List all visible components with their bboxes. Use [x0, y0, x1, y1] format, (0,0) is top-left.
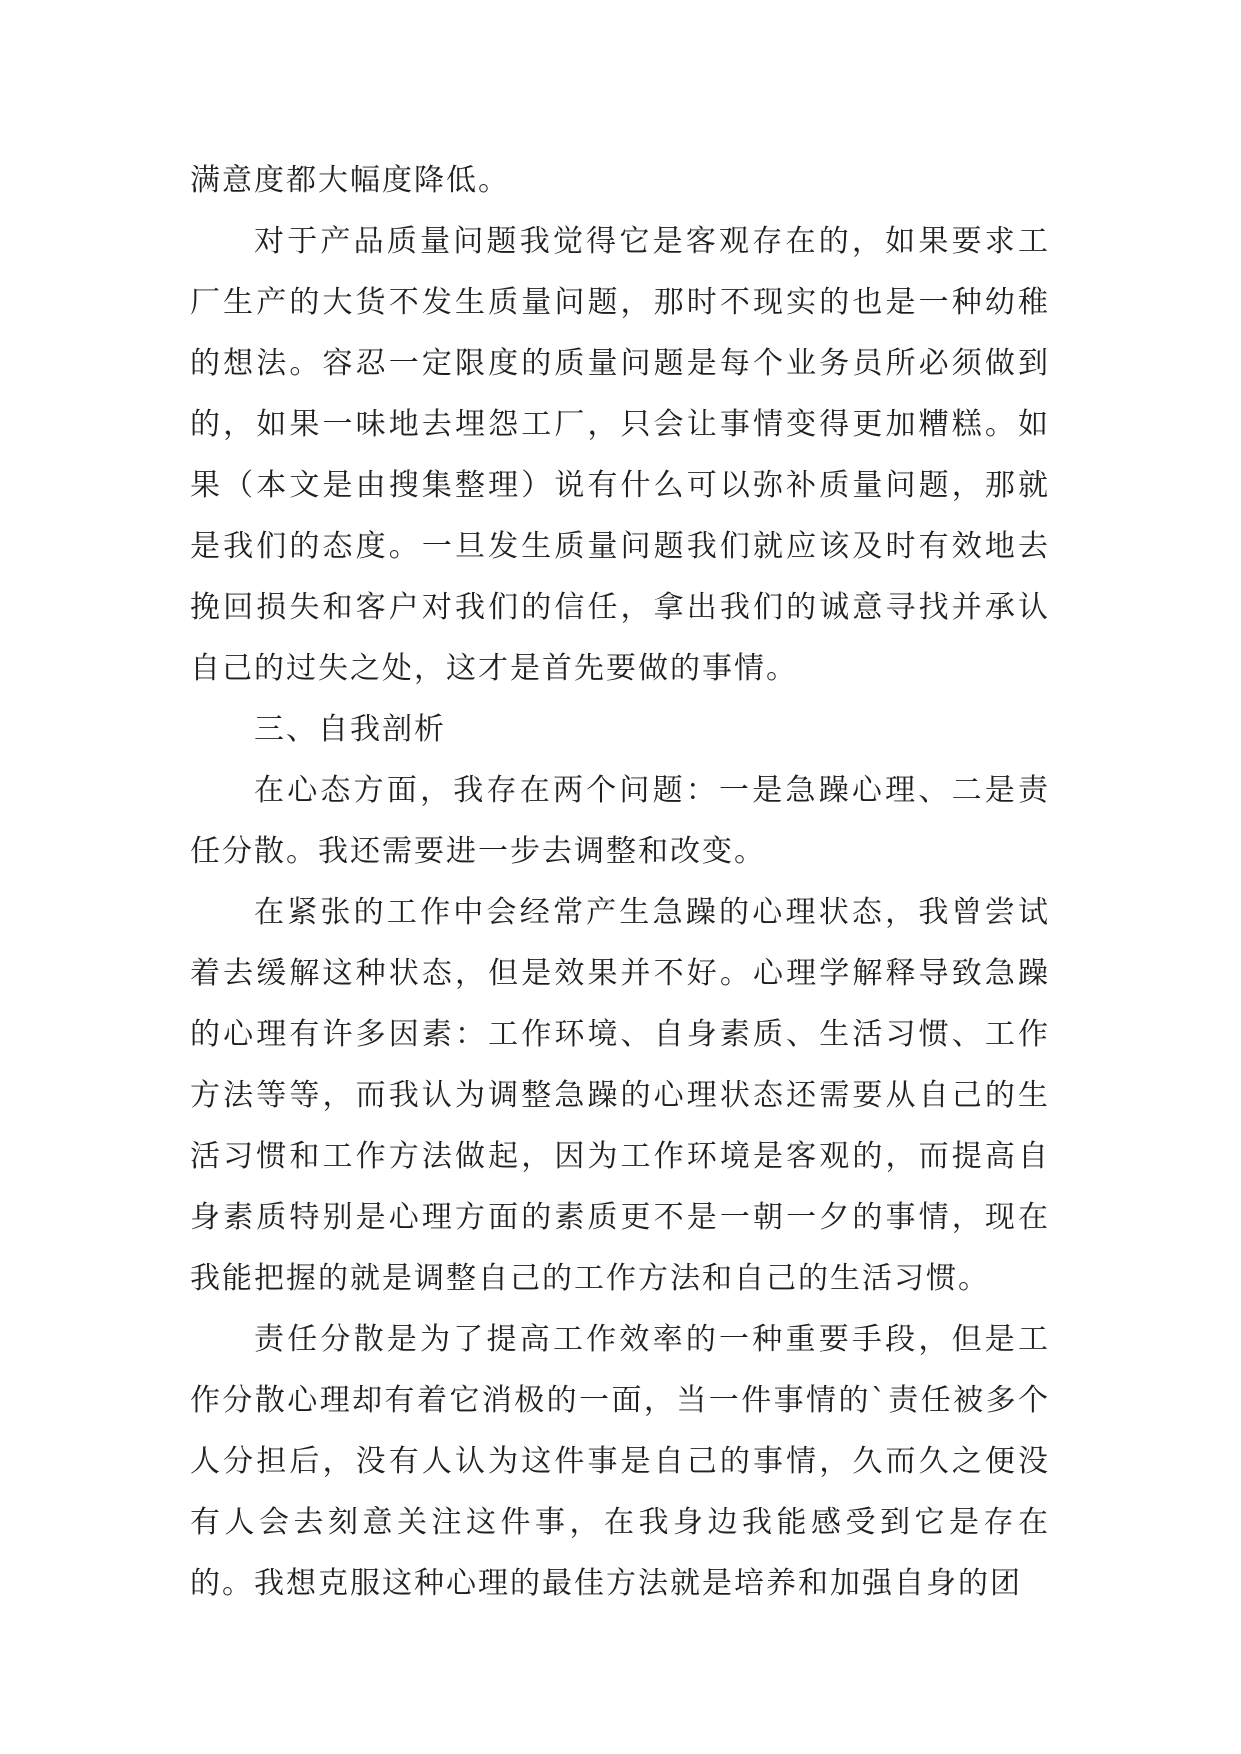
paragraph-product-quality: 对于产品质量问题我觉得它是客观存在的，如果要求工厂生产的大货不发生质量问题，那时不现实的也是一种幼稚的想法。容忍一定限度的质量问题是每个业务员所必须做到的，如果一味地去埋怨工厂，只会让事情变得更加糟糕。如果（本文是由搜集整理）说有什么可以弥补质量问题，那就是我们的态度。一旦发生质量问题我们就应该及时有效地去挽回损失和客户对我们的信任，拿出我们的诚意寻找并承认自己的过失之处，这才是首先要做的事情。 — [190, 224, 1050, 686]
paragraph-responsibility-diffusion: 责任分散是为了提高工作效率的一种重要手段，但是工作分散心理却有着它消极的一面，当一件事情的`责任被多个人分担后，没有人认为这件事是自己的事情，久而久之便没有人会去刻意关注这件事，在我身边我能感受到它是存在的。我想克服这种心理的最佳方法就是培养和加强自身的团 — [190, 1322, 1050, 1601]
paragraph-continuation: 满意度都大幅度降低。 — [190, 163, 510, 198]
section-heading-self-analysis: 三、自我剖析 — [254, 712, 446, 747]
paragraph-mindset-issues: 在心态方面，我存在两个问题：一是急躁心理、二是责任分散。我还需要进一步去调整和改变。 — [190, 773, 1050, 869]
paragraph-impatience: 在紧张的工作中会经常产生急躁的心理状态，我曾尝试着去缓解这种状态，但是效果并不好。心理学解释导致急躁的心理有许多因素：工作环境、自身素质、生活习惯、工作方法等等，而我认为调整急躁的心理状态还需要从自己的生活习惯和工作方法做起，因为工作环境是客观的，而提高自身素质特别是心理方面的素质更不是一朝一夕的事情，现在我能把握的就是调整自己的工作方法和自己的生活习惯。 — [190, 895, 1050, 1296]
document-body — [190, 150, 1050, 1614]
